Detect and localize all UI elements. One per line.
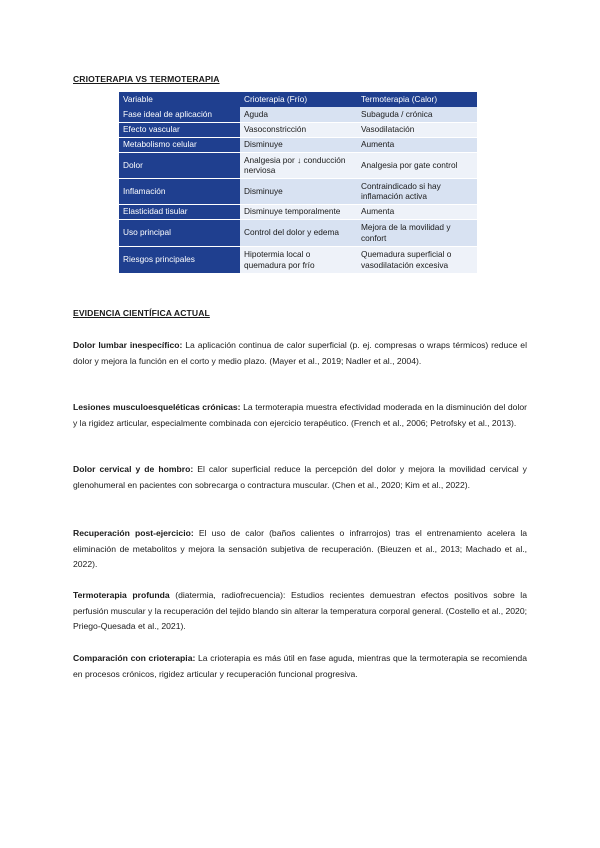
table-header-termoterapia: Termoterapia (Calor) [357, 92, 477, 107]
crio-cell: Control del dolor y edema [240, 219, 357, 246]
paragraph-text: La aplicación continua de calor superficial (p. ej. compresas o wraps térmicos) reduce el dolor y mejora la función en el corto y medio plazo. (Mayer et al., 2019; Nadler et al., 2004). [73, 340, 527, 366]
evidence-paragraph-comparacion [73, 651, 527, 682]
row-label: Efecto vascular [119, 122, 240, 137]
comparison-table [119, 92, 477, 274]
termo-cell: Aumenta [357, 204, 477, 219]
row-label: Uso principal [119, 219, 240, 246]
termo-cell: Vasodilatación [357, 122, 477, 137]
evidence-paragraph-cervical [73, 462, 527, 493]
paragraph-title: Recuperación post-ejercicio: [73, 528, 194, 538]
table-row [119, 137, 477, 152]
crio-cell: Aguda [240, 107, 357, 122]
crio-cell: Disminuye temporalmente [240, 204, 357, 219]
evidence-paragraph-lumbar [73, 338, 527, 369]
row-label: Riesgos principales [119, 246, 240, 273]
table-header-crioterapia: Crioterapia (Frío) [240, 92, 357, 107]
paragraph-title: Dolor lumbar inespecífico: [73, 340, 183, 350]
crio-cell: Vasoconstricción [240, 122, 357, 137]
table-header-row [119, 92, 477, 107]
paragraph-title: Dolor cervical y de hombro: [73, 464, 194, 474]
crio-cell: Disminuye [240, 178, 357, 204]
section-heading-evidencia: EVIDENCIA CIENTÍFICA ACTUAL [73, 308, 210, 318]
crio-cell: Analgesia por ↓ conducción nerviosa [240, 152, 357, 178]
table-row [119, 178, 477, 204]
row-label: Metabolismo celular [119, 137, 240, 152]
table-header-variable: Variable [119, 92, 240, 107]
table-row [119, 204, 477, 219]
paragraph-text: (diatermia, radiofrecuencia): Estudios recientes demuestran efectos positivos sobre la perfusión muscular y la recuperación del tejido blando sin alterar la temperatura corporal general. (Costello et al., 2020; Priego-Quesada et al., 2021). [73, 590, 527, 632]
paragraph-title: Lesiones musculoesqueléticas crónicas: [73, 402, 241, 412]
row-label: Elasticidad tisular [119, 204, 240, 219]
crio-cell: Disminuye [240, 137, 357, 152]
evidence-paragraph-musculoesqueleticas [73, 400, 527, 431]
evidence-paragraph-recuperacion [73, 526, 527, 573]
termo-cell: Subaguda / crónica [357, 107, 477, 122]
row-label: Inflamación [119, 178, 240, 204]
termo-cell: Quemadura superficial o vasodilatación excesiva [357, 246, 477, 273]
row-label: Dolor [119, 152, 240, 178]
evidence-paragraph-profunda [73, 588, 527, 635]
paragraph-text: El calor superficial reduce la percepción del dolor y mejora la movilidad cervical y glenohumeral en pacientes con sobrecarga o contractura muscular. (Chen et al., 2020; Kim et al., 2022). [73, 464, 527, 490]
crio-cell: Hipotermia local o quemadura por frío [240, 246, 357, 273]
row-label: Fase ideal de aplicación [119, 107, 240, 122]
paragraph-title: Comparación con crioterapia: [73, 653, 196, 663]
paragraph-text: La termoterapia muestra efectividad moderada en la disminución del dolor y la rigidez articular, especialmente combinada con ejercicio terapéutico. (French et al., 2006; Petrofsky et al., 2013). [73, 402, 527, 428]
table-row [119, 246, 477, 273]
termo-cell: Contraindicado si hay inflamación activa [357, 178, 477, 204]
table-row [119, 152, 477, 178]
paragraph-text: El uso de calor (baños calientes o infrarrojos) tras el entrenamiento acelera la eliminación de metabolitos y mejora la sensación subjetiva de recuperación. (Bieuzen et al., 2013; Machado et al., 2022). [73, 528, 528, 570]
table-row [119, 219, 477, 246]
paragraph-title: Termoterapia profunda [73, 590, 170, 600]
paragraph-text: La crioterapia es más útil en fase aguda, mientras que la termoterapia se recomienda en procesos crónicos, rigidez articular y recuperación funcional progresiva. [73, 653, 527, 679]
section-heading-crio-vs-termo: CRIOTERAPIA VS TERMOTERAPIA [73, 74, 220, 84]
termo-cell: Mejora de la movilidad y confort [357, 219, 477, 246]
termo-cell: Aumenta [357, 137, 477, 152]
termo-cell: Analgesia por gate control [357, 152, 477, 178]
table-row [119, 122, 477, 137]
table-row [119, 107, 477, 122]
